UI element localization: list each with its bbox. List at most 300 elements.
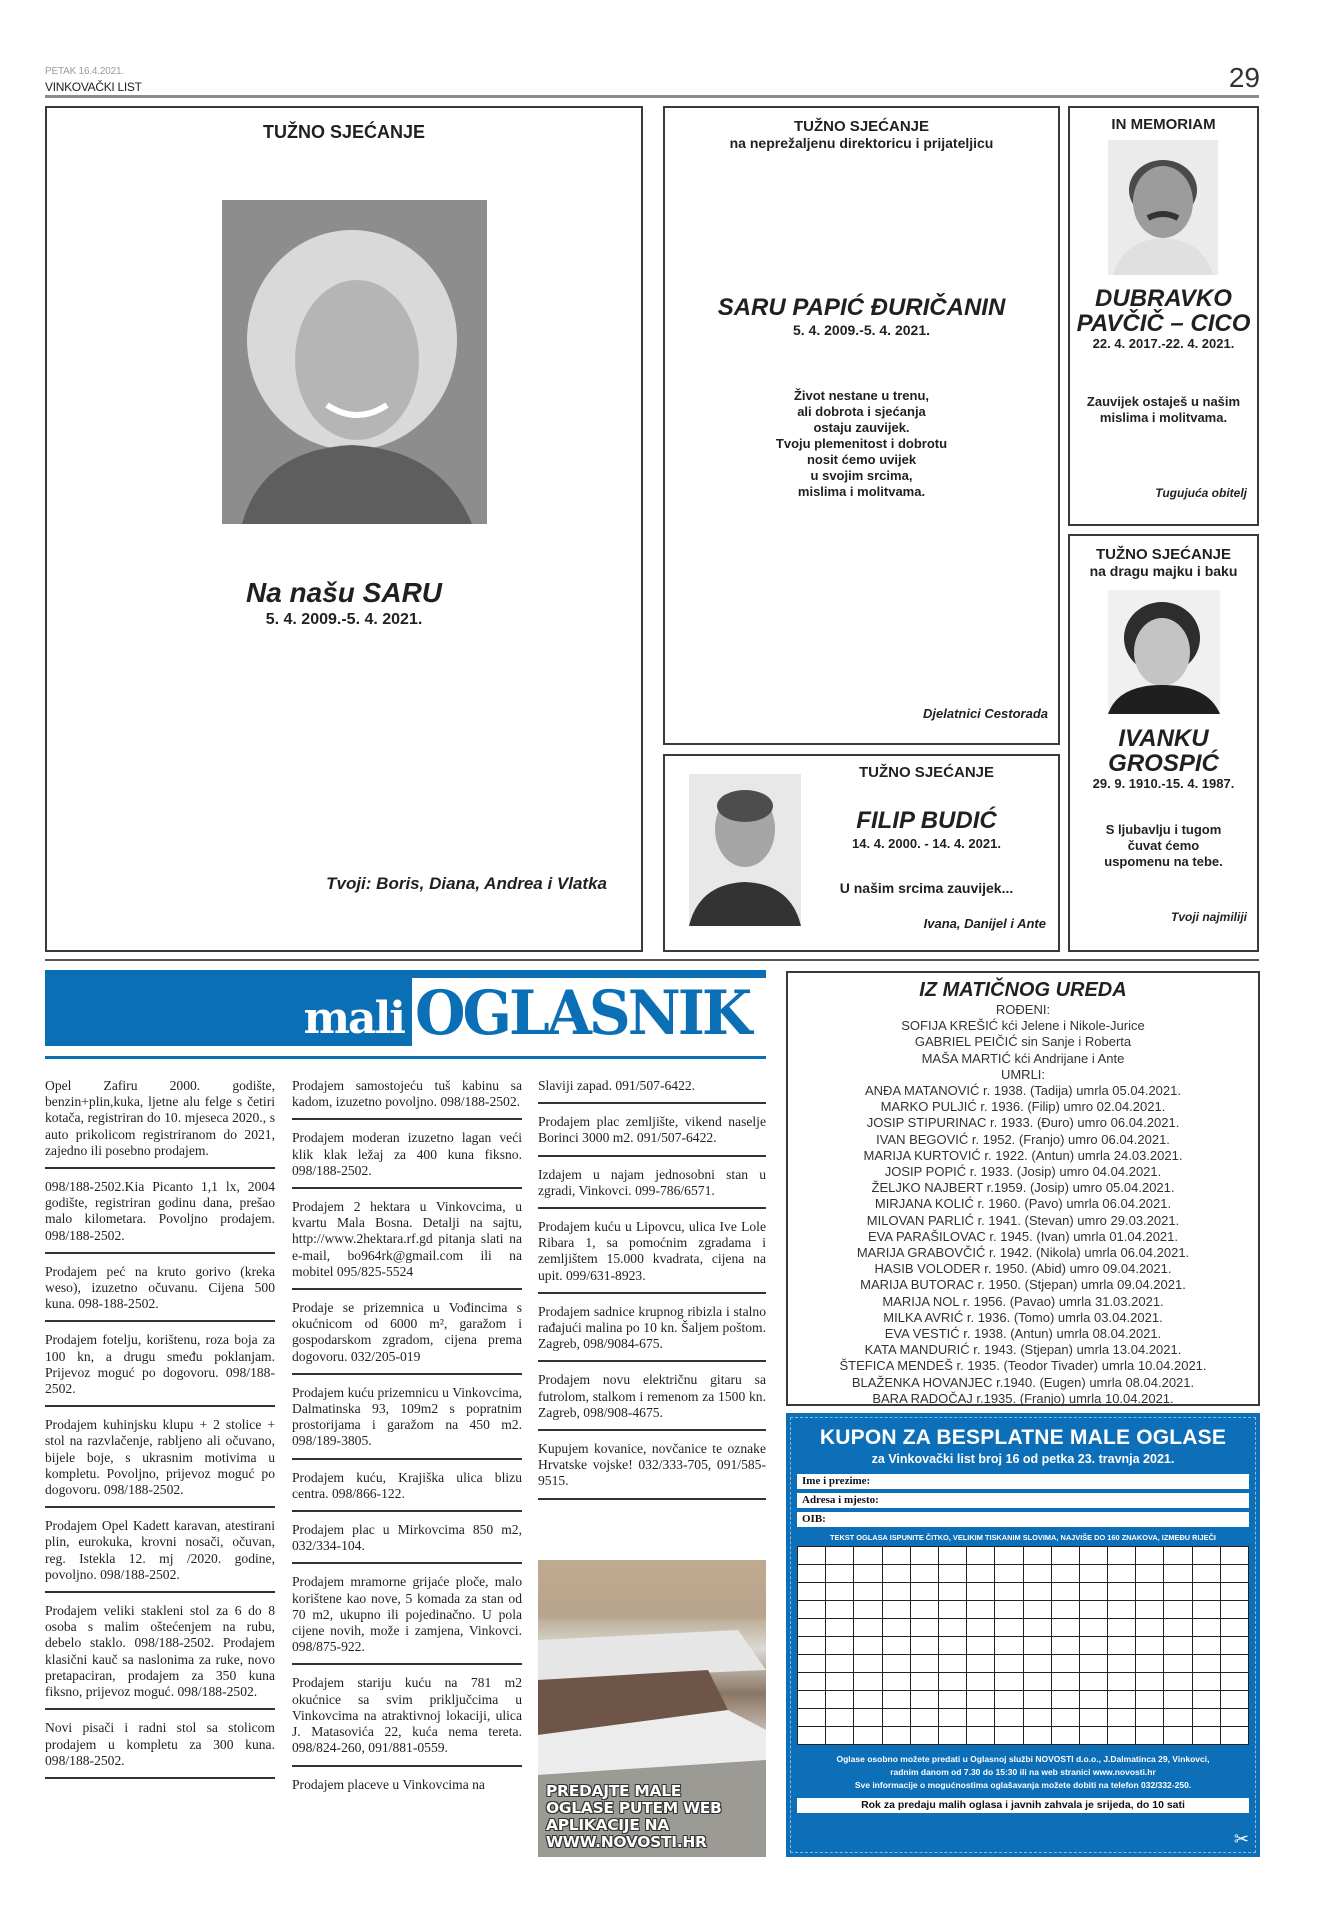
grid-cell[interactable]	[1080, 1619, 1108, 1637]
grid-cell[interactable]	[1221, 1691, 1249, 1709]
died-entry: MIRJANA KOLIĆ r. 1960. (Pavo) umrla 06.04.2021.	[874, 1196, 1172, 1212]
grid-cell[interactable]	[1108, 1547, 1136, 1565]
grid-cell[interactable]	[1024, 1709, 1052, 1727]
verse-line: S ljubavlju i tugom	[1105, 822, 1222, 837]
promo-text	[546, 1783, 722, 1851]
free-ad-coupon	[786, 1413, 1260, 1857]
classified-ad: Prodajem peć na kruto gorivo (kreka weso), izuzetno očuvanu. Cijena 500 kuna. 098-188-2502.	[45, 1264, 275, 1323]
signature: Djelatnici Cestorada	[923, 706, 1048, 721]
grid-cell[interactable]	[1108, 1619, 1136, 1637]
verse-line: mislima i molitvama.	[1099, 410, 1228, 425]
born-label: ROĐENI:	[995, 1002, 1051, 1017]
grid-cell[interactable]	[1164, 1691, 1192, 1709]
grid-cell[interactable]	[967, 1547, 995, 1565]
died-entry: JOSIP STIPURINAC r. 1933. (Đuro) umro 06.04.2021.	[866, 1115, 1180, 1131]
grid-cell[interactable]	[939, 1583, 967, 1601]
portrait-photo	[689, 774, 801, 926]
grid-cell[interactable]	[1164, 1619, 1192, 1637]
grid-cell[interactable]	[883, 1619, 911, 1637]
grid-cell[interactable]	[1052, 1727, 1080, 1745]
grid-cell[interactable]	[1080, 1583, 1108, 1601]
grid-cell[interactable]	[1024, 1691, 1052, 1709]
verse-line: mislima i molitvama.	[797, 484, 926, 499]
grid-cell[interactable]	[1136, 1583, 1164, 1601]
grid-cell[interactable]	[1024, 1565, 1052, 1583]
grid-cell[interactable]	[1164, 1727, 1192, 1745]
grid-cell[interactable]	[854, 1565, 882, 1583]
coupon-deadline: Rok za predaju malih oglasa i javnih zahvala je srijeda, do 10 sati	[797, 1798, 1249, 1813]
header-rule	[45, 95, 1259, 98]
grid-cell[interactable]	[854, 1691, 882, 1709]
name-field[interactable]: Ime i prezime:	[797, 1474, 1249, 1489]
grid-cell[interactable]	[911, 1637, 939, 1655]
born-entry: GABRIEL PEIČIĆ sin Sanje i Roberta	[914, 1034, 1132, 1050]
grid-cell[interactable]	[911, 1619, 939, 1637]
classified-ad: Prodajem stariju kuću na 781 m2 okućnice sa svim priključcima u Vinkovcima na atraktivnoj lokaciji, ulica J. Matasovića 22, kuća nema tereta. 098/824-260, 091/881-0559.	[292, 1675, 522, 1766]
grid-cell[interactable]	[798, 1601, 826, 1619]
grid-cell[interactable]	[883, 1637, 911, 1655]
grid-cell[interactable]	[798, 1547, 826, 1565]
classified-ad: Prodajem samostojeću tuš kabinu sa kadom, izuzetno povoljno. 098/188-2502.	[292, 1078, 522, 1120]
grid-cell[interactable]	[1080, 1709, 1108, 1727]
died-entry: MARIJA BUTORAC r. 1950. (Stjepan) umrla 09.04.2021.	[860, 1277, 1186, 1293]
grid-cell[interactable]	[798, 1565, 826, 1583]
grid-cell[interactable]	[1221, 1619, 1249, 1637]
grid-cell[interactable]	[967, 1601, 995, 1619]
grid-cell[interactable]	[883, 1709, 911, 1727]
portrait-photo	[1108, 140, 1218, 275]
grid-cell[interactable]	[826, 1637, 854, 1655]
died-list	[788, 1083, 1258, 1407]
grid-cell[interactable]	[1221, 1601, 1249, 1619]
deceased-name: FILIP BUDIĆ	[856, 807, 997, 834]
classified-ad: Prodajem kuću prizemnicu u Vinkovcima, Dalmatinska 93, 109m2 s popratnim prostorijama i garažom na 450 m2. 098/189-3805.	[292, 1385, 522, 1460]
grid-cell[interactable]	[798, 1727, 826, 1745]
grid-cell[interactable]	[1221, 1583, 1249, 1601]
page-number: 29	[1228, 62, 1260, 93]
grid-cell[interactable]	[1221, 1727, 1249, 1745]
grid-cell[interactable]	[1136, 1673, 1164, 1691]
classified-ad: Prodajem Opel Kadett karavan, atestirani plin, eurokuka, krovni nosači, očuvan, reg. Istekla 12. mj /2020. godine, povoljno. 098/188-2502.	[45, 1518, 275, 1593]
died-entry: MARIJA GRABOVČIĆ r. 1942. (Nikola) umrla 06.04.2021.	[856, 1245, 1190, 1261]
died-label: UMRLI:	[1000, 1066, 1046, 1082]
grid-cell[interactable]	[1052, 1637, 1080, 1655]
grid-cell[interactable]	[967, 1673, 995, 1691]
grid-cell[interactable]	[1080, 1673, 1108, 1691]
grid-cell[interactable]	[1108, 1691, 1136, 1709]
grid-cell[interactable]	[939, 1709, 967, 1727]
grid-cell[interactable]	[854, 1655, 882, 1673]
died-entry: ANĐA MATANOVIĆ r. 1938. (Tadija) umrla 05.04.2021.	[865, 1083, 1181, 1099]
classified-ad: Kupujem kovanice, novčanice te oznake Hrvatske vojske! 032/333-705, 091/585-9515.	[538, 1441, 766, 1500]
grid-cell[interactable]	[1221, 1637, 1249, 1655]
grid-cell[interactable]	[1221, 1673, 1249, 1691]
info-line: Oglase osobno možete predati u Oglasnoj službi NOVOSTI d.o.o., J.Dalmatinca 29, Vinkovci,	[836, 1754, 1210, 1764]
promo-line: WWW.NOVOSTI.HR	[546, 1833, 707, 1851]
grid-cell[interactable]	[854, 1601, 882, 1619]
grid-cell[interactable]	[798, 1709, 826, 1727]
grid-cell[interactable]	[1193, 1565, 1221, 1583]
verse-line: nosit ćemo uvijek	[806, 452, 917, 467]
grid-cell[interactable]	[1080, 1565, 1108, 1583]
issue-date: PETAK 16.4.2021.	[45, 66, 124, 77]
promo-line: APLIKACIJE NA	[546, 1816, 669, 1834]
deceased-name: Na našu SARU	[245, 577, 443, 608]
grid-cell[interactable]	[1080, 1547, 1108, 1565]
grid-cell[interactable]	[1193, 1691, 1221, 1709]
registry-office-box	[786, 971, 1260, 1406]
grid-cell[interactable]	[1221, 1547, 1249, 1565]
died-entry: MILKA AVRIĆ r. 1936. (Tomo) umrla 03.04.2021.	[883, 1309, 1163, 1325]
verse-line: ali dobrota i sjećanja	[797, 404, 926, 419]
verse-line: Tvoju plemenitost i dobrotu	[775, 436, 948, 451]
grid-cell[interactable]	[995, 1673, 1023, 1691]
died-entry: MARIJA NOL r. 1956. (Pavao) umrla 31.03.2021.	[882, 1293, 1164, 1309]
grid-cell[interactable]	[1108, 1709, 1136, 1727]
grid-cell[interactable]	[1164, 1673, 1192, 1691]
grid-cell[interactable]	[1052, 1601, 1080, 1619]
grid-cell[interactable]	[939, 1565, 967, 1583]
heading-small: mali	[303, 993, 404, 1044]
grid-cell[interactable]	[854, 1637, 882, 1655]
grid-cell[interactable]	[826, 1655, 854, 1673]
classified-ad: Prodajem kuću u Lipovcu, ulica Ive Lole Ribara 1, sa pomoćnim zgradama i zemljištem 15.000 kvadrata, cijena na upit. 099/631-8923.	[538, 1219, 766, 1294]
classified-ad: Izdajem u najam jednosobni stan u zgradi, Vinkovci. 099-786/6571.	[538, 1167, 766, 1209]
grid-cell[interactable]	[995, 1691, 1023, 1709]
grid-cell[interactable]	[911, 1691, 939, 1709]
grid-cell[interactable]	[967, 1709, 995, 1727]
grid-cell[interactable]	[1193, 1601, 1221, 1619]
grid-cell[interactable]	[1193, 1637, 1221, 1655]
name-line: IVANKU	[1118, 725, 1209, 752]
signature: Tvoji najmiliji	[1170, 910, 1247, 924]
deceased-name: SARU PAPIĆ ĐURIČANIN	[717, 294, 1006, 321]
grid-cell[interactable]	[1136, 1601, 1164, 1619]
deceased-dates: 22. 4. 2017.-22. 4. 2021.	[1092, 336, 1235, 351]
classifieds-column-2	[292, 1078, 522, 1811]
grid-cell[interactable]	[883, 1655, 911, 1673]
verse-line: Zauvijek ostaješ u našim	[1086, 394, 1241, 409]
signature: Tugujuća obitelj	[1155, 486, 1247, 500]
classified-ad: Prodajem kuću, Krajiška ulica blizu centra. 098/866-122.	[292, 1470, 522, 1512]
grid-cell[interactable]	[1108, 1565, 1136, 1583]
died-entry: ŽELJKO NAJBERT r.1959. (Josip) umro 05.04.2021.	[871, 1180, 1175, 1196]
classified-ad: Prodajem veliki stakleni stol za 6 do 8 osoba s malim oštećenjem na rubu, debelo staklo. 098/188-2502. Prodajem klasični kauč sa naslonima za ruke, novo pretapaciran, prodajem za 350 kuna fiksno, prijevoz moguć. 098/188-2502.	[45, 1603, 275, 1710]
grid-cell[interactable]	[1136, 1637, 1164, 1655]
died-entry: MARKO PULJIĆ r. 1936. (Filip) umro 02.04.2021.	[880, 1099, 1166, 1115]
grid-cell[interactable]	[1136, 1727, 1164, 1745]
portrait-photo	[1108, 590, 1220, 714]
grid-cell[interactable]	[995, 1709, 1023, 1727]
grid-cell[interactable]	[1164, 1601, 1192, 1619]
grid-cell[interactable]	[911, 1601, 939, 1619]
grid-cell[interactable]	[1080, 1691, 1108, 1709]
grid-cell[interactable]	[939, 1619, 967, 1637]
grid-cell[interactable]	[995, 1547, 1023, 1565]
classified-ad: Prodajem sadnice krupnog ribizla i stalno rađajući malina po 10 kn. Šaljem poštom. Zagreb, 098/9084-675.	[538, 1304, 766, 1363]
grid-cell[interactable]	[1080, 1655, 1108, 1673]
grid-cell[interactable]	[995, 1619, 1023, 1637]
obituary-title: IN MEMORIAM	[1111, 116, 1216, 133]
grid-cell[interactable]	[1052, 1619, 1080, 1637]
grid-cell[interactable]	[939, 1601, 967, 1619]
died-entry: ŠTEFICA MENDEŠ r. 1935. (Teodor Tivader) umrla 10.04.2021.	[839, 1358, 1207, 1374]
verse-line: u svojim srcima,	[810, 468, 913, 483]
grid-cell[interactable]	[1052, 1565, 1080, 1583]
grid-cell[interactable]	[1193, 1727, 1221, 1745]
grid-cell[interactable]	[995, 1637, 1023, 1655]
oib-field[interactable]: OIB:	[797, 1512, 1249, 1527]
heading-big: OGLASNIK	[415, 977, 750, 1049]
classified-ad: Slaviji zapad. 091/507-6422.	[538, 1078, 766, 1104]
died-entry: EVA PARAŠILOVAC r. 1945. (Ivan) umrla 01.04.2021.	[868, 1228, 1178, 1244]
grid-cell[interactable]	[967, 1637, 995, 1655]
grid-cell[interactable]	[883, 1673, 911, 1691]
grid-cell[interactable]	[883, 1727, 911, 1745]
grid-cell[interactable]	[995, 1583, 1023, 1601]
grid-cell[interactable]	[854, 1619, 882, 1637]
promo-line: PREDAJTE MALE	[546, 1782, 682, 1800]
grid-cell[interactable]	[1052, 1673, 1080, 1691]
obituary-dubravko	[1068, 106, 1259, 526]
classified-ad: Opel Zafiru 2000. godište, benzin+plin,kuka, ljetne alu felge s četiri kotača, registriran do 10. mjeseca 2020., s auto prikolicom registriranom do 2021, zajedno ili posebno prodajem.	[45, 1078, 275, 1169]
grid-cell[interactable]	[967, 1583, 995, 1601]
grid-cell[interactable]	[939, 1673, 967, 1691]
grid-cell[interactable]	[1108, 1601, 1136, 1619]
grid-cell[interactable]	[1024, 1637, 1052, 1655]
grid-cell[interactable]	[939, 1691, 967, 1709]
grid-cell[interactable]	[826, 1673, 854, 1691]
classified-ad: Prodajem plac u Mirkovcima 850 m2, 032/334-104.	[292, 1522, 522, 1564]
grid-cell[interactable]	[1136, 1691, 1164, 1709]
classified-ad: Prodajem plac zemljište, vikend naselje Borinci 3000 m2. 091/507-6422.	[538, 1114, 766, 1156]
grid-cell[interactable]	[1052, 1547, 1080, 1565]
deceased-name	[1070, 286, 1257, 336]
grid-cell[interactable]	[1193, 1673, 1221, 1691]
grid-cell[interactable]	[1136, 1655, 1164, 1673]
verse: U našim srcima zauvijek...	[839, 880, 1014, 896]
grid-cell[interactable]	[1136, 1709, 1164, 1727]
grid-cell[interactable]	[939, 1637, 967, 1655]
classifieds-rule	[45, 1056, 766, 1059]
grid-cell[interactable]	[1193, 1547, 1221, 1565]
info-line: Sve informacije o mogućnostima oglašavanja možete dobiti na telefon 032/332-250.	[854, 1780, 1192, 1790]
grid-cell[interactable]	[826, 1547, 854, 1565]
grid-cell[interactable]	[826, 1709, 854, 1727]
grid-cell[interactable]	[798, 1655, 826, 1673]
grid-cell[interactable]	[854, 1727, 882, 1745]
obituary-subtitle: na neprežaljenu direktoricu i prijateljicu	[729, 135, 994, 151]
died-entry: HASIB VOLODER r. 1950. (Abid) umro 09.04.2021.	[874, 1261, 1172, 1277]
grid-cell[interactable]	[911, 1565, 939, 1583]
verse-line: uspomenu na tebe.	[1104, 854, 1223, 869]
grid-cell[interactable]	[1052, 1583, 1080, 1601]
grid-cell[interactable]	[967, 1655, 995, 1673]
web-ads-promo[interactable]	[538, 1560, 766, 1857]
classifieds-heading	[45, 970, 766, 1049]
grid-cell[interactable]	[1108, 1637, 1136, 1655]
grid-cell[interactable]	[1164, 1655, 1192, 1673]
obituary-title: TUŽNO SJEĆANJE	[262, 122, 426, 142]
died-entry: KATA MANDURIĆ r. 1943. (Stjepan) umrla 13.04.2021.	[864, 1342, 1182, 1358]
grid-cell[interactable]	[1080, 1601, 1108, 1619]
signature: Tvoji: Boris, Diana, Andrea i Vlatka	[326, 874, 607, 893]
grid-cell[interactable]	[798, 1691, 826, 1709]
obituary-ivanka	[1068, 534, 1259, 952]
grid-cell[interactable]	[883, 1547, 911, 1565]
grid-cell[interactable]	[1164, 1709, 1192, 1727]
grid-cell[interactable]	[967, 1691, 995, 1709]
grid-cell[interactable]	[826, 1601, 854, 1619]
grid-cell[interactable]	[826, 1619, 854, 1637]
died-entry: EVA VESTIĆ r. 1938. (Antun) umrla 08.04.2021.	[884, 1326, 1162, 1342]
grid-cell[interactable]	[883, 1601, 911, 1619]
deceased-dates: 29. 9. 1910.-15. 4. 1987.	[1092, 776, 1235, 791]
grid-cell[interactable]	[798, 1619, 826, 1637]
name-line: DUBRAVKO	[1095, 285, 1232, 312]
deceased-dates: 5. 4. 2009.-5. 4. 2021.	[265, 611, 423, 628]
grid-cell[interactable]	[967, 1565, 995, 1583]
grid-cell[interactable]	[939, 1727, 967, 1745]
grid-cell[interactable]	[939, 1655, 967, 1673]
coupon-instruction: TEKST OGLASA ISPUNITE ČITKO, VELIKIM TISKANIM SLOVIMA, NAJVIŠE DO 160 ZNAKOVA, IZMEĐU RIJEČI	[830, 1533, 1216, 1542]
address-field[interactable]: Adresa i mjesto:	[797, 1493, 1249, 1508]
grid-cell[interactable]	[854, 1583, 882, 1601]
grid-cell[interactable]	[1193, 1583, 1221, 1601]
grid-cell[interactable]	[911, 1547, 939, 1565]
classifieds-column-1	[45, 1078, 275, 1789]
grid-cell[interactable]	[854, 1547, 882, 1565]
classified-ad: Prodajem kuhinjsku klupu + 2 stolice + stol na razvlačenje, rabljeno ali očuvano, bijele boje, s ukrasnim motivima u kompletu. Povoljno, prijevoz moguć po dogovoru. 098/188-2502.	[45, 1417, 275, 1508]
grid-cell[interactable]	[1024, 1547, 1052, 1565]
classified-ad: Prodajem moderan izuzetno lagan veći klik klak ležaj za 400 kuna fiksno. 098/188-2502.	[292, 1130, 522, 1189]
grid-cell[interactable]	[826, 1727, 854, 1745]
grid-cell[interactable]	[826, 1565, 854, 1583]
portrait-photo	[222, 200, 487, 524]
grid-cell[interactable]	[1221, 1565, 1249, 1583]
name-line: PAVČIČ – CICO	[1076, 310, 1251, 337]
obituary-subtitle: na dragu majku i baku	[1089, 563, 1238, 579]
grid-cell[interactable]	[883, 1583, 911, 1601]
grid-cell[interactable]	[1080, 1637, 1108, 1655]
grid-cell[interactable]	[939, 1547, 967, 1565]
grid-cell[interactable]	[883, 1565, 911, 1583]
deceased-name	[1070, 726, 1257, 776]
newspaper-name: VINKOVAČKI LIST	[45, 80, 142, 94]
info-line: radnim danom od 7.30 do 15:30 ili na web stranici www.novosti.hr	[890, 1767, 1156, 1777]
section-divider	[45, 959, 1259, 961]
grid-cell[interactable]	[826, 1583, 854, 1601]
classifieds-column-3	[538, 1078, 766, 1510]
grid-cell[interactable]	[1024, 1673, 1052, 1691]
died-entry: MARIJA KURTOVIĆ r. 1922. (Antun) umrla 24.03.2021.	[863, 1147, 1183, 1163]
obituary-title: TUŽNO SJEĆANJE	[793, 118, 930, 135]
signature: Ivana, Danijel i Ante	[923, 916, 1046, 931]
grid-cell[interactable]	[1136, 1547, 1164, 1565]
died-entry: BLAŽENKA HOVANJEC r.1940. (Eugen) umrla 08.04.2021.	[851, 1374, 1195, 1390]
died-entry: IVAN BEGOVIĆ r. 1952. (Franjo) umro 06.04.2021.	[876, 1131, 1170, 1147]
grid-cell[interactable]	[826, 1691, 854, 1709]
grid-cell[interactable]	[1108, 1583, 1136, 1601]
born-list	[788, 1018, 1258, 1067]
grid-cell[interactable]	[911, 1727, 939, 1745]
classified-ad: Prodajem placeve u Vinkovcima na	[292, 1776, 485, 1792]
grid-cell[interactable]	[1108, 1655, 1136, 1673]
born-entry: MAŠA MARTIĆ kći Andrijane i Ante	[921, 1050, 1125, 1066]
grid-cell[interactable]	[1024, 1655, 1052, 1673]
grid-cell[interactable]	[911, 1655, 939, 1673]
grid-cell[interactable]	[854, 1673, 882, 1691]
obituary-title: TUŽNO SJEĆANJE	[1095, 546, 1232, 563]
grid-cell[interactable]	[911, 1583, 939, 1601]
grid-cell[interactable]	[1164, 1637, 1192, 1655]
grid-cell[interactable]	[1221, 1655, 1249, 1673]
coupon-subtitle: za Vinkovački list broj 16 od petka 23. travnja 2021.	[871, 1452, 1175, 1466]
grid-cell[interactable]	[911, 1709, 939, 1727]
ad-text-grid[interactable]	[797, 1546, 1249, 1745]
promo-line: OGLASE PUTEM WEB	[546, 1799, 722, 1817]
verse-line: ostaju zauvijek.	[813, 420, 910, 435]
grid-cell[interactable]	[1136, 1565, 1164, 1583]
grid-cell[interactable]	[1108, 1673, 1136, 1691]
grid-cell[interactable]	[967, 1727, 995, 1745]
grid-cell[interactable]	[798, 1637, 826, 1655]
grid-cell[interactable]	[1164, 1547, 1192, 1565]
coupon-title: KUPON ZA BESPLATNE MALE OGLASE	[819, 1426, 1227, 1449]
registry-title: IZ MATIČNOG UREDA	[919, 979, 1127, 1001]
grid-cell[interactable]	[1221, 1709, 1249, 1727]
classified-ad: Prodajem fotelju, korištenu, roza boja za 100 kn, a drugu smeđu poklanjam. Prijevoz moguć po dogovoru. 098/188-2502.	[45, 1332, 275, 1407]
grid-cell[interactable]	[1024, 1619, 1052, 1637]
grid-cell[interactable]	[1080, 1727, 1108, 1745]
grid-cell[interactable]	[967, 1619, 995, 1637]
grid-cell[interactable]	[1164, 1565, 1192, 1583]
scissors-icon: ✂	[1233, 1829, 1249, 1849]
grid-cell[interactable]	[995, 1601, 1023, 1619]
obituary-filip	[663, 754, 1060, 952]
grid-cell[interactable]	[995, 1565, 1023, 1583]
grid-cell[interactable]	[1052, 1709, 1080, 1727]
grid-cell[interactable]	[1052, 1691, 1080, 1709]
grid-cell[interactable]	[883, 1691, 911, 1709]
classified-ad: Novi pisači i radni stol sa stolicom prodajem u kompletu za 300 kuna. 098/188-2502.	[45, 1720, 275, 1779]
coupon-cut-border	[790, 1417, 1256, 1853]
grid-cell[interactable]	[995, 1727, 1023, 1745]
classified-ad: 098/188-2502.Kia Picanto 1,1 lx, 2004 godište, registriran godinu dana, prešao malo kilometara. Povoljno prodajem. 098/188-2502.	[45, 1179, 275, 1254]
grid-cell[interactable]	[1108, 1727, 1136, 1745]
obituary-sara-papic	[663, 106, 1060, 745]
grid-cell[interactable]	[1193, 1619, 1221, 1637]
grid-cell[interactable]	[798, 1583, 826, 1601]
grid-cell[interactable]	[1136, 1619, 1164, 1637]
grid-cell[interactable]	[1164, 1583, 1192, 1601]
died-entry: JOSIP POPIĆ r. 1933. (Josip) umro 04.04.2021.	[884, 1164, 1162, 1180]
grid-cell[interactable]	[1024, 1727, 1052, 1745]
born-entry: SOFIJA KREŠIĆ kći Jelene i Nikole-Jurice	[901, 1018, 1145, 1034]
grid-cell[interactable]	[1193, 1655, 1221, 1673]
grid-cell[interactable]	[1052, 1655, 1080, 1673]
grid-cell[interactable]	[1193, 1709, 1221, 1727]
grid-cell[interactable]	[995, 1655, 1023, 1673]
grid-cell[interactable]	[854, 1709, 882, 1727]
grid-cell[interactable]	[911, 1673, 939, 1691]
died-entry: BARA RADOČAJ r.1935. (Franjo) umrla 10.04.2021.	[872, 1390, 1174, 1406]
grid-cell[interactable]	[798, 1673, 826, 1691]
classified-ad: Prodajem 2 hektara u Vinkovcima, u kvartu Mala Bosna. Detalji na sajtu, http://www.2hektara.rf.gd pitanja slati na e-mail, bo964rk@gmail.com ili na mobitel 095/825-5524	[292, 1199, 522, 1290]
verse-line: Život nestane u trenu,	[793, 388, 930, 403]
grid-cell[interactable]	[1024, 1601, 1052, 1619]
grid-cell[interactable]	[1024, 1583, 1052, 1601]
